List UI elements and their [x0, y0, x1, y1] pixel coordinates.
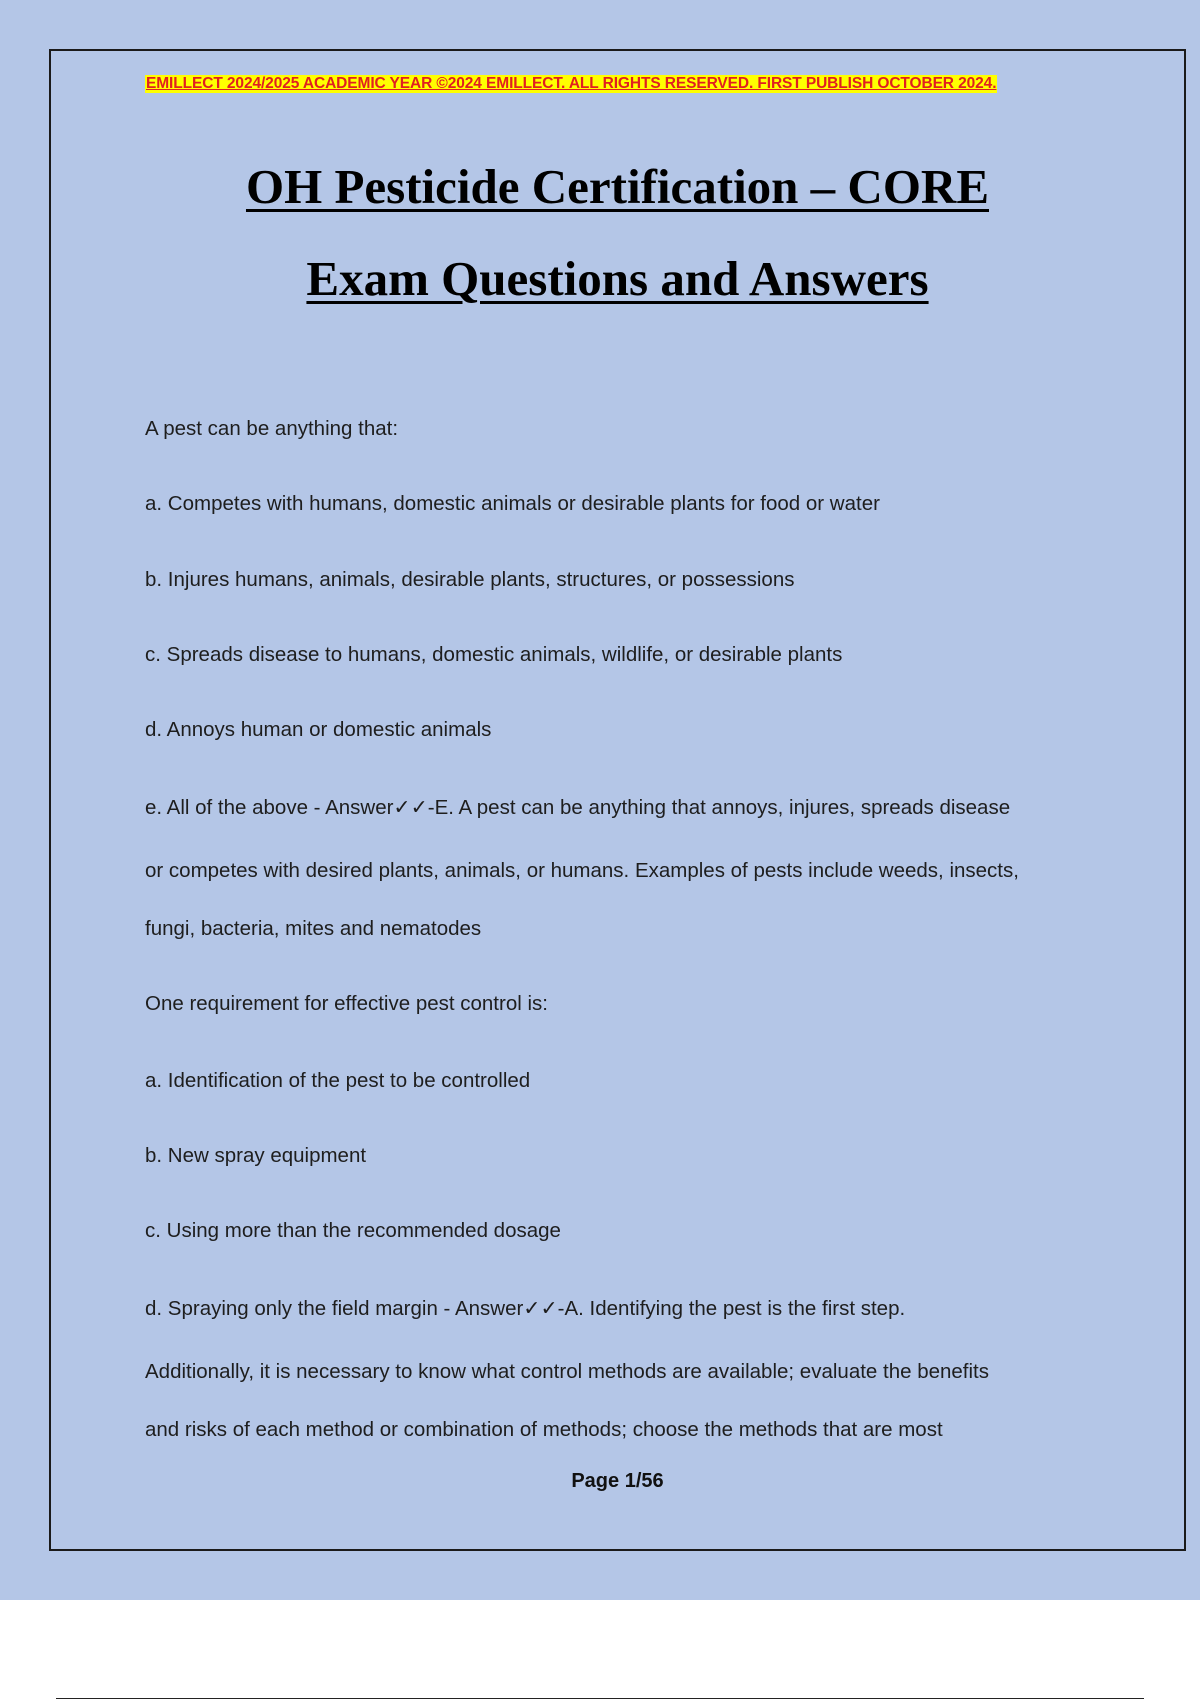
- question-1-answer-line-2: or competes with desired plants, animals, or humans. Examples of pests include weeds, insects,: [145, 859, 1019, 882]
- document-title-line-1: [0, 158, 1200, 215]
- question-1-answer-line-1: e. All of the above - Answer✓✓-E. A pest can be anything that annoys, injures, spreads disease: [145, 796, 1011, 819]
- question-1-option-d: d. Annoys human or domestic animals: [145, 718, 492, 741]
- question-1-prompt: A pest can be anything that:: [145, 417, 399, 440]
- title-line-2-text: Exam Questions and Answers: [306, 251, 929, 306]
- question-1-option-a: a. Competes with humans, domestic animals or desirable plants for food or water: [145, 492, 880, 515]
- bottom-divider: [56, 1698, 1144, 1699]
- question-1-option-c: c. Spreads disease to humans, domestic animals, wildlife, or desirable plants: [145, 643, 843, 666]
- question-2-answer-line-3: and risks of each method or combination of methods; choose the methods that are most: [145, 1418, 943, 1441]
- question-2-prompt: One requirement for effective pest control is:: [145, 992, 548, 1015]
- question-2-answer-line-2: Additionally, it is necessary to know what control methods are available; evaluate the benefits: [145, 1360, 990, 1383]
- page-number: Page 1/56: [571, 1470, 664, 1492]
- document-title-line-2: [0, 250, 1200, 307]
- question-2-option-a: a. Identification of the pest to be controlled: [145, 1069, 531, 1092]
- question-1-answer-line-3: fungi, bacteria, mites and nematodes: [145, 917, 482, 940]
- title-line-1-text: OH Pesticide Certification – CORE: [245, 159, 989, 214]
- question-2-option-b: b. New spray equipment: [145, 1144, 367, 1167]
- question-1-option-b: b. Injures humans, animals, desirable plants, structures, or possessions: [145, 568, 795, 591]
- question-2-option-c: c. Using more than the recommended dosage: [145, 1219, 561, 1242]
- question-2-option-d-answer: d. Spraying only the field margin - Answer✓✓-A. Identifying the pest is the first step.: [145, 1297, 906, 1320]
- copyright-banner: EMILLECT 2024/2025 ACADEMIC YEAR ©2024 EMILLECT. ALL RIGHTS RESERVED. FIRST PUBLISH OCTOBER 2024.: [146, 75, 997, 92]
